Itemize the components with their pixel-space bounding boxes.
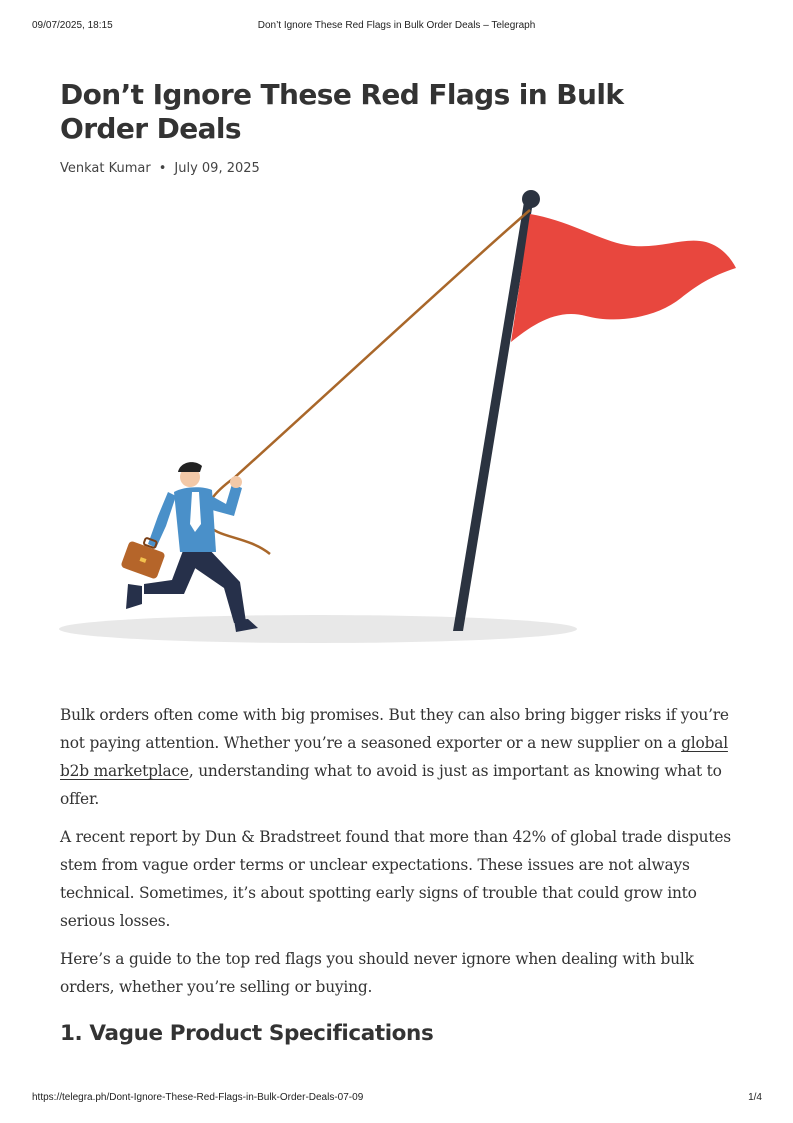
article-body [60, 701, 740, 1049]
raised-hand [230, 476, 242, 488]
back-shoe [126, 584, 142, 609]
front-leg [184, 546, 246, 623]
section-heading: 1. Vague Product Specifications [60, 1021, 434, 1046]
hair [178, 462, 202, 472]
tie [190, 492, 201, 532]
paragraph-intro [60, 701, 740, 813]
marketplace-link[interactable]: global b2b marketplace [60, 734, 728, 780]
byline [60, 160, 740, 178]
red-flag-illustration [56, 186, 740, 648]
paragraph-report: A recent report by Dun & Bradstreet found that more than 42% of global trade disputes stem from vague order terms or unclear expectations. These issues are not always technical. Sometimes, it’s about spotting early signs of trouble that could grow into serious losses. [60, 828, 731, 930]
paragraph-text: , understanding what to avoid is just as important as knowing what to offer. [60, 762, 722, 808]
ground-shadow [59, 615, 577, 643]
pole-finial [522, 190, 540, 208]
paragraph-text: Bulk orders often come with big promises. But they can also bring bigger risks if you’re not paying attention. Whether you’re a seasoned exporter or a new supplier on a [60, 706, 729, 752]
author-name[interactable]: Venkat Kumar [60, 161, 151, 176]
print-footer [0, 1092, 793, 1106]
print-header [0, 20, 793, 34]
byline-separator: • [158, 161, 167, 176]
paragraph-guide: Here’s a guide to the top red flags you should never ignore when dealing with bulk orders, whether you’re selling or buying. [60, 950, 694, 996]
publish-date: July 09, 2025 [174, 161, 260, 176]
print-url: https://telegra.ph/Dont-Ignore-These-Red-Flags-in-Bulk-Order-Deals-07-09 [32, 1092, 364, 1103]
print-datetime: 09/07/2025, 18:15 [32, 20, 113, 31]
article-header [60, 78, 740, 178]
print-page-title: Don’t Ignore These Red Flags in Bulk Order Deals – Telegraph [257, 20, 536, 31]
print-page-number: 1/4 [748, 1092, 762, 1103]
hero-image [56, 186, 740, 648]
article-title: Don’t Ignore These Red Flags in Bulk Order Deals [60, 78, 624, 145]
red-flag [511, 214, 736, 342]
